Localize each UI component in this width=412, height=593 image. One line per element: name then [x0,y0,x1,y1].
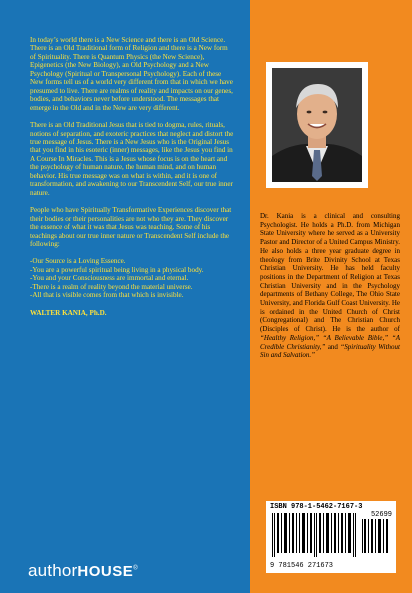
back-cover-copy [30,36,235,317]
isbn-barcode [266,501,396,573]
book-title: “A Believable Bible,” [322,333,389,342]
list-item: -You and your Consciousness are immortal and eternal. [30,274,189,283]
author-signature: WALTER KANIA, Ph.D. [30,308,107,317]
bio-text: Dr. Kania is a clinical and consulting Psychologist. He holds a Ph.D. from Michigan State University where he served as a University Pastor and Director of a United Campus Ministry. He also holds a three year graduate degree in theology from Brite Divinity School at Texas Christian University. He has held faculty positions in the Department of Religion at Texas Christian University and in the Psychology departments of Bethany College, The Ohio State University, and Florida Gulf Coast University. He is ordained in the United Church of Christ (Congregational) and The Christian Church (Disciples of Christ). He is the author of [260,212,400,334]
teachings-list [30,257,235,299]
author-bio [260,212,400,360]
paragraph-3: People who have Spiritually Transformative Experiences discover that their bodies or their personalities are not who they are. They discover the essence of what it was that Jesus was teaching. Some of his teachings about our true inner nature or Transcendent Self include the following: [30,206,232,248]
book-title: “A Credible Christianity,” [260,333,400,351]
barcode-digits: 9 781546 271673 [270,562,334,570]
book-title: “Healthy Religion,” [260,333,320,342]
paragraph-2: There is an Old Traditional Jesus that is tied to dogma, rules, rituals, notions of separation, and exoteric practices that neglect and distort the true message of Jesus. There is a New Jesus who is the Original Jesus that you find in his esoteric (inner) messages, like the Jesus you find in A Course In Miracles. This is a Jesus whose focus is on the heart and the psychology of human nature, the human mind, and on human behavior. His true message was on what is within, and it is one of transformation, and awakening to our Transcendent Self, our true inner nature. [30,121,234,197]
barcode-bars [266,501,396,573]
publisher-logo [28,561,138,581]
publisher-logo-house: HOUSE [77,563,134,580]
list-item: -You are a powerful spiritual being living in a physical body. [30,265,204,274]
registered-mark: ® [133,565,138,572]
paragraph-1: In today’s world there is a New Science and there is an Old Science. There is an Old Traditional form of Religion and there is a New form of Spirituality. There is Quantum Physics (the New Science), Epigenetics (the New Biology), an Old Psychology and a New Psychology (Spiritual or Transpersonal Psychology). Each of these New forms tell us of a world very different from that in which we have presumed to live. There are realms of reality and impacts on our genes, bodies, and behaviors never before understood. The messages that emerge in the Old and in the New are very different. [30,36,233,112]
list-item: -There is a realm of reality beyond the material universe. [30,282,193,291]
book-title: “Spirituality Without Sin and Salvation.” [260,342,400,360]
author-photo [266,62,368,188]
publisher-logo-author: author [28,561,78,580]
list-item: -Our Source is a Loving Essence. [30,257,126,266]
bio-conjunction: and [327,342,338,351]
isbn-price-addon: 52699 [370,511,392,519]
author-portrait [272,68,362,182]
list-item: -All that is visible comes from that which is invisible. [30,291,184,300]
isbn-number: ISBN 978-1-5462-7167-3 [270,503,363,511]
